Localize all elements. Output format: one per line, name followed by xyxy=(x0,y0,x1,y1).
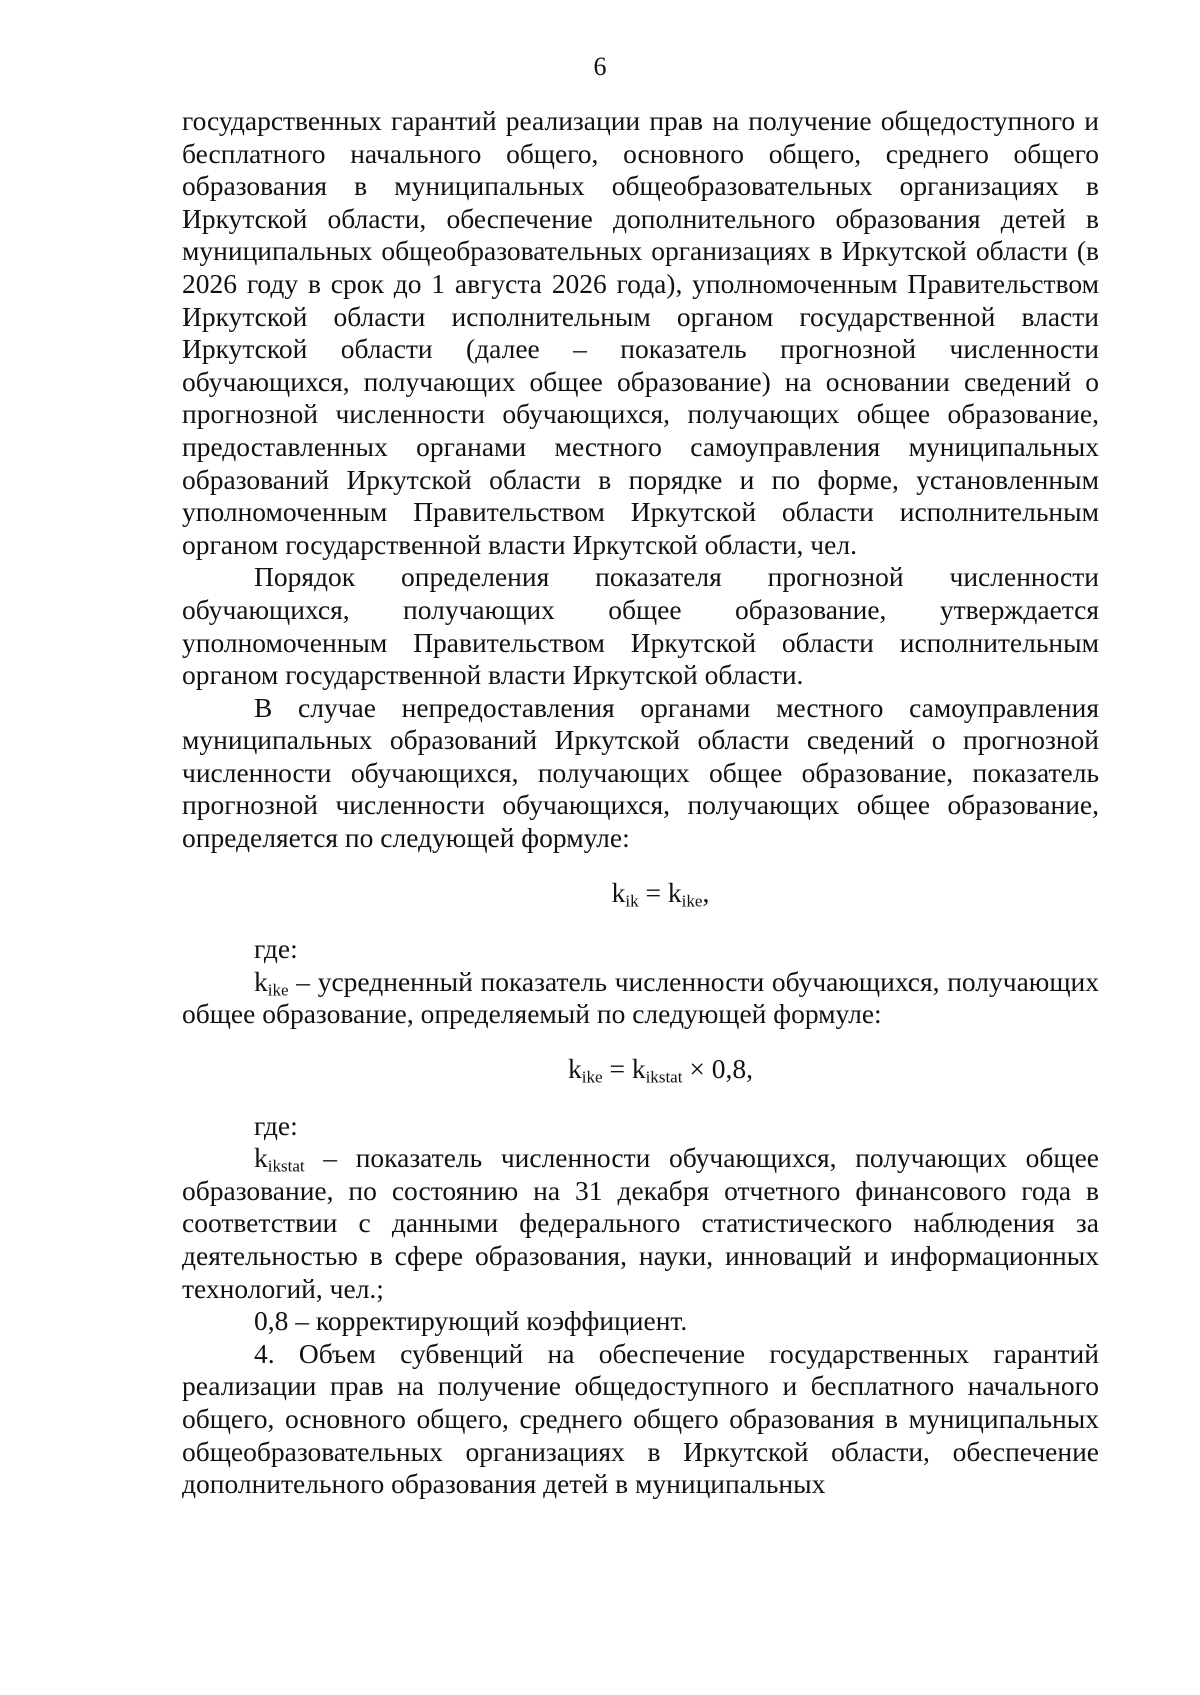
paragraph-fallback-formula: В случае непредоставления органами местного самоуправления муниципальных образований Иркутской области сведений о прогнозной численности обучающихся, получающих общее образование, показатель прогнозной численности обучающихся, получающих общее образование, определяется по следующей формуле: xyxy=(182,691,1099,854)
definition-subscript: ikstat xyxy=(267,1156,305,1176)
formula-tail: , xyxy=(702,876,710,908)
formula-symbol: k xyxy=(611,876,626,908)
formula-subscript: ike xyxy=(581,1067,603,1087)
paragraph-item-4: 4. Объем субвенций на обеспечение государственных гарантий реализации прав на получение общедоступного и бесплатного начального общего, основного общего, среднего общего образования в муниципальных общеобразовательных организациях в Иркутской области, обеспечение дополнительного образования детей в муниципальных xyxy=(182,1337,1099,1500)
paragraph-continuation: государственных гарантий реализации прав на получение общедоступного и бесплатного начального общего, основного общего, среднего общего образования в муниципальных общеобразовательных организациях в Иркутской области, обеспечение дополнительного образования детей в муниципальных общеобразовательных организациях в Иркутской области (в 2026 году в срок до 1 августа 2026 года), уполномоченным Правительством Иркутской области исполнительным органом государственной власти Иркутской области (далее – показатель прогнозной численности обучающихся, получающих общее образование) на основании сведений о прогнозной численности обучающихся, получающих общее образование, предоставленных органами местного самоуправления муниципальных образований Иркутской области в порядке и по форме, установленным уполномоченным Правительством Иркутской области исполнительным органом государственной власти Иркутской области, чел. xyxy=(182,105,1099,560)
formula-symbol: k xyxy=(667,876,682,908)
definition-subscript: ike xyxy=(267,980,289,1000)
formula-symbol: k xyxy=(631,1053,646,1085)
definition-text: – показатель численности обучающихся, получающих общее образование, по состоянию на 31 декабря отчетного финансового года в соответствии с данными федерального статистического наблюдения за деятельностью в сфере образования, науки, инноваций и информационных технологий, чел.; xyxy=(182,1142,1099,1304)
page-number: 6 xyxy=(593,52,607,81)
formula-subscript: ike xyxy=(681,890,703,910)
formula-tail: × 0,8, xyxy=(682,1053,753,1085)
formula-kik xyxy=(182,877,1099,910)
where-label: где: xyxy=(254,1109,298,1141)
formula-symbol: k xyxy=(568,1053,582,1085)
definition-kikstat xyxy=(182,1142,1099,1305)
formula-subscript: ik xyxy=(625,890,639,910)
definition-coefficient: 0,8 – корректирующий коэффициент. xyxy=(254,1305,688,1337)
definition-text: – усредненный показатель численности обучающихся, получающих общее образование, определяемый по следующей формуле: xyxy=(182,965,1099,1030)
where-label: где: xyxy=(254,933,298,965)
formula-operator: = xyxy=(602,1053,632,1085)
definition-symbol: k xyxy=(254,965,268,997)
paragraph-procedure: Порядок определения показателя прогнозной численности обучающихся, получающих общее образование, утверждается уполномоченным Правительством Иркутской области исполнительным органом государственной власти Иркутской области. xyxy=(182,561,1099,691)
formula-operator: = xyxy=(638,876,668,908)
definition-kike xyxy=(182,966,1099,1031)
definition-symbol: k xyxy=(254,1142,268,1174)
document-body xyxy=(182,105,1099,1501)
formula-subscript: ikstat xyxy=(645,1067,683,1087)
formula-kike xyxy=(182,1053,1099,1086)
